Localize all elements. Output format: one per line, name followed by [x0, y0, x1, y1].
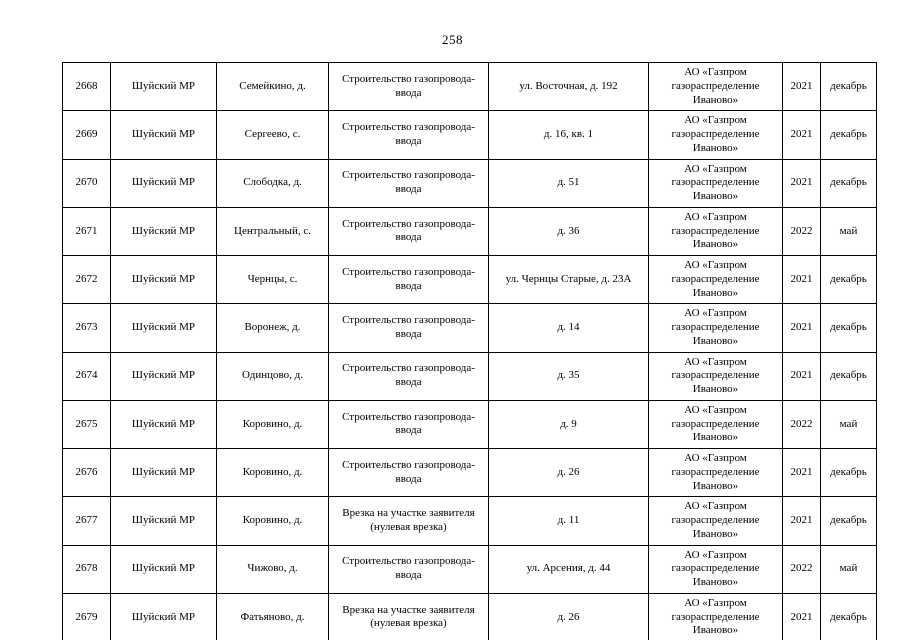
cell-org: АО «Газпром газораспределение Иваново»: [649, 111, 783, 159]
cell-month: декабрь: [821, 352, 877, 400]
table-body: [63, 63, 877, 640]
cell-id: 2676: [63, 449, 111, 497]
cell-month: декабрь: [821, 497, 877, 545]
cell-work: Врезка на участке заявителя (нулевая врезка): [329, 593, 489, 640]
cell-district: Шуйский МР: [111, 159, 217, 207]
cell-district: Шуйский МР: [111, 63, 217, 111]
cell-settlement: Центральный, с.: [217, 207, 329, 255]
cell-address: д. 35: [489, 352, 649, 400]
cell-year: 2021: [783, 159, 821, 207]
cell-org: АО «Газпром газораспределение Иваново»: [649, 207, 783, 255]
cell-org: АО «Газпром газораспределение Иваново»: [649, 304, 783, 352]
cell-settlement: Коровино, д.: [217, 497, 329, 545]
cell-org: АО «Газпром газораспределение Иваново»: [649, 256, 783, 304]
cell-org: АО «Газпром газораспределение Иваново»: [649, 545, 783, 593]
table-row: [63, 352, 877, 400]
cell-district: Шуйский МР: [111, 256, 217, 304]
cell-work: Строительство газопровода-ввода: [329, 159, 489, 207]
cell-district: Шуйский МР: [111, 497, 217, 545]
cell-org: АО «Газпром газораспределение Иваново»: [649, 497, 783, 545]
cell-year: 2021: [783, 497, 821, 545]
cell-org: АО «Газпром газораспределение Иваново»: [649, 63, 783, 111]
table-row: [63, 159, 877, 207]
cell-address: ул. Чернцы Старые, д. 23А: [489, 256, 649, 304]
table-row: [63, 304, 877, 352]
cell-month: декабрь: [821, 111, 877, 159]
cell-month: май: [821, 207, 877, 255]
cell-address: д. 26: [489, 449, 649, 497]
cell-id: 2669: [63, 111, 111, 159]
table-row: [63, 256, 877, 304]
projects-table: [62, 62, 877, 640]
cell-work: Строительство газопровода-ввода: [329, 207, 489, 255]
cell-year: 2021: [783, 256, 821, 304]
cell-month: декабрь: [821, 159, 877, 207]
cell-month: май: [821, 545, 877, 593]
cell-work: Строительство газопровода-ввода: [329, 63, 489, 111]
cell-district: Шуйский МР: [111, 593, 217, 640]
cell-district: Шуйский МР: [111, 400, 217, 448]
cell-year: 2021: [783, 593, 821, 640]
cell-month: декабрь: [821, 593, 877, 640]
table-row: [63, 497, 877, 545]
cell-settlement: Семейкино, д.: [217, 63, 329, 111]
cell-year: 2022: [783, 400, 821, 448]
cell-id: 2679: [63, 593, 111, 640]
cell-district: Шуйский МР: [111, 111, 217, 159]
cell-month: декабрь: [821, 63, 877, 111]
cell-district: Шуйский МР: [111, 545, 217, 593]
table-row: [63, 63, 877, 111]
cell-org: АО «Газпром газораспределение Иваново»: [649, 593, 783, 640]
cell-work: Строительство газопровода-ввода: [329, 352, 489, 400]
cell-id: 2677: [63, 497, 111, 545]
cell-work: Строительство газопровода-ввода: [329, 256, 489, 304]
cell-address: ул. Восточная, д. 192: [489, 63, 649, 111]
cell-org: АО «Газпром газораспределение Иваново»: [649, 159, 783, 207]
cell-address: д. 11: [489, 497, 649, 545]
cell-work: Строительство газопровода-ввода: [329, 111, 489, 159]
cell-settlement: Воронеж, д.: [217, 304, 329, 352]
cell-id: 2670: [63, 159, 111, 207]
cell-district: Шуйский МР: [111, 449, 217, 497]
cell-address: д. 26: [489, 593, 649, 640]
cell-year: 2021: [783, 352, 821, 400]
cell-address: д. 16, кв. 1: [489, 111, 649, 159]
cell-settlement: Фатьяново, д.: [217, 593, 329, 640]
cell-settlement: Коровино, д.: [217, 449, 329, 497]
cell-settlement: Одинцово, д.: [217, 352, 329, 400]
cell-year: 2021: [783, 449, 821, 497]
cell-id: 2674: [63, 352, 111, 400]
cell-settlement: Коровино, д.: [217, 400, 329, 448]
table-row: [63, 400, 877, 448]
cell-id: 2678: [63, 545, 111, 593]
cell-year: 2022: [783, 545, 821, 593]
cell-org: АО «Газпром газораспределение Иваново»: [649, 400, 783, 448]
cell-month: декабрь: [821, 256, 877, 304]
cell-address: д. 14: [489, 304, 649, 352]
page-number: 258: [442, 32, 463, 47]
cell-settlement: Сергеево, с.: [217, 111, 329, 159]
cell-month: май: [821, 400, 877, 448]
cell-month: декабрь: [821, 304, 877, 352]
cell-id: 2671: [63, 207, 111, 255]
cell-settlement: Слободка, д.: [217, 159, 329, 207]
table-row: [63, 449, 877, 497]
cell-address: д. 9: [489, 400, 649, 448]
cell-month: декабрь: [821, 449, 877, 497]
cell-year: 2021: [783, 304, 821, 352]
cell-work: Строительство газопровода-ввода: [329, 304, 489, 352]
cell-org: АО «Газпром газораспределение Иваново»: [649, 352, 783, 400]
cell-district: Шуйский МР: [111, 304, 217, 352]
cell-address: ул. Арсения, д. 44: [489, 545, 649, 593]
cell-work: Строительство газопровода-ввода: [329, 449, 489, 497]
cell-district: Шуйский МР: [111, 352, 217, 400]
table-row: [63, 593, 877, 640]
cell-work: Строительство газопровода-ввода: [329, 400, 489, 448]
cell-work: Врезка на участке заявителя (нулевая врезка): [329, 497, 489, 545]
cell-year: 2021: [783, 111, 821, 159]
cell-settlement: Чернцы, с.: [217, 256, 329, 304]
table-row: [63, 111, 877, 159]
cell-settlement: Чижово, д.: [217, 545, 329, 593]
cell-year: 2021: [783, 63, 821, 111]
cell-id: 2673: [63, 304, 111, 352]
cell-org: АО «Газпром газораспределение Иваново»: [649, 449, 783, 497]
cell-id: 2668: [63, 63, 111, 111]
cell-year: 2022: [783, 207, 821, 255]
table-row: [63, 207, 877, 255]
table-row: [63, 545, 877, 593]
cell-id: 2675: [63, 400, 111, 448]
cell-id: 2672: [63, 256, 111, 304]
cell-work: Строительство газопровода-ввода: [329, 545, 489, 593]
cell-address: д. 36: [489, 207, 649, 255]
cell-district: Шуйский МР: [111, 207, 217, 255]
cell-address: д. 51: [489, 159, 649, 207]
